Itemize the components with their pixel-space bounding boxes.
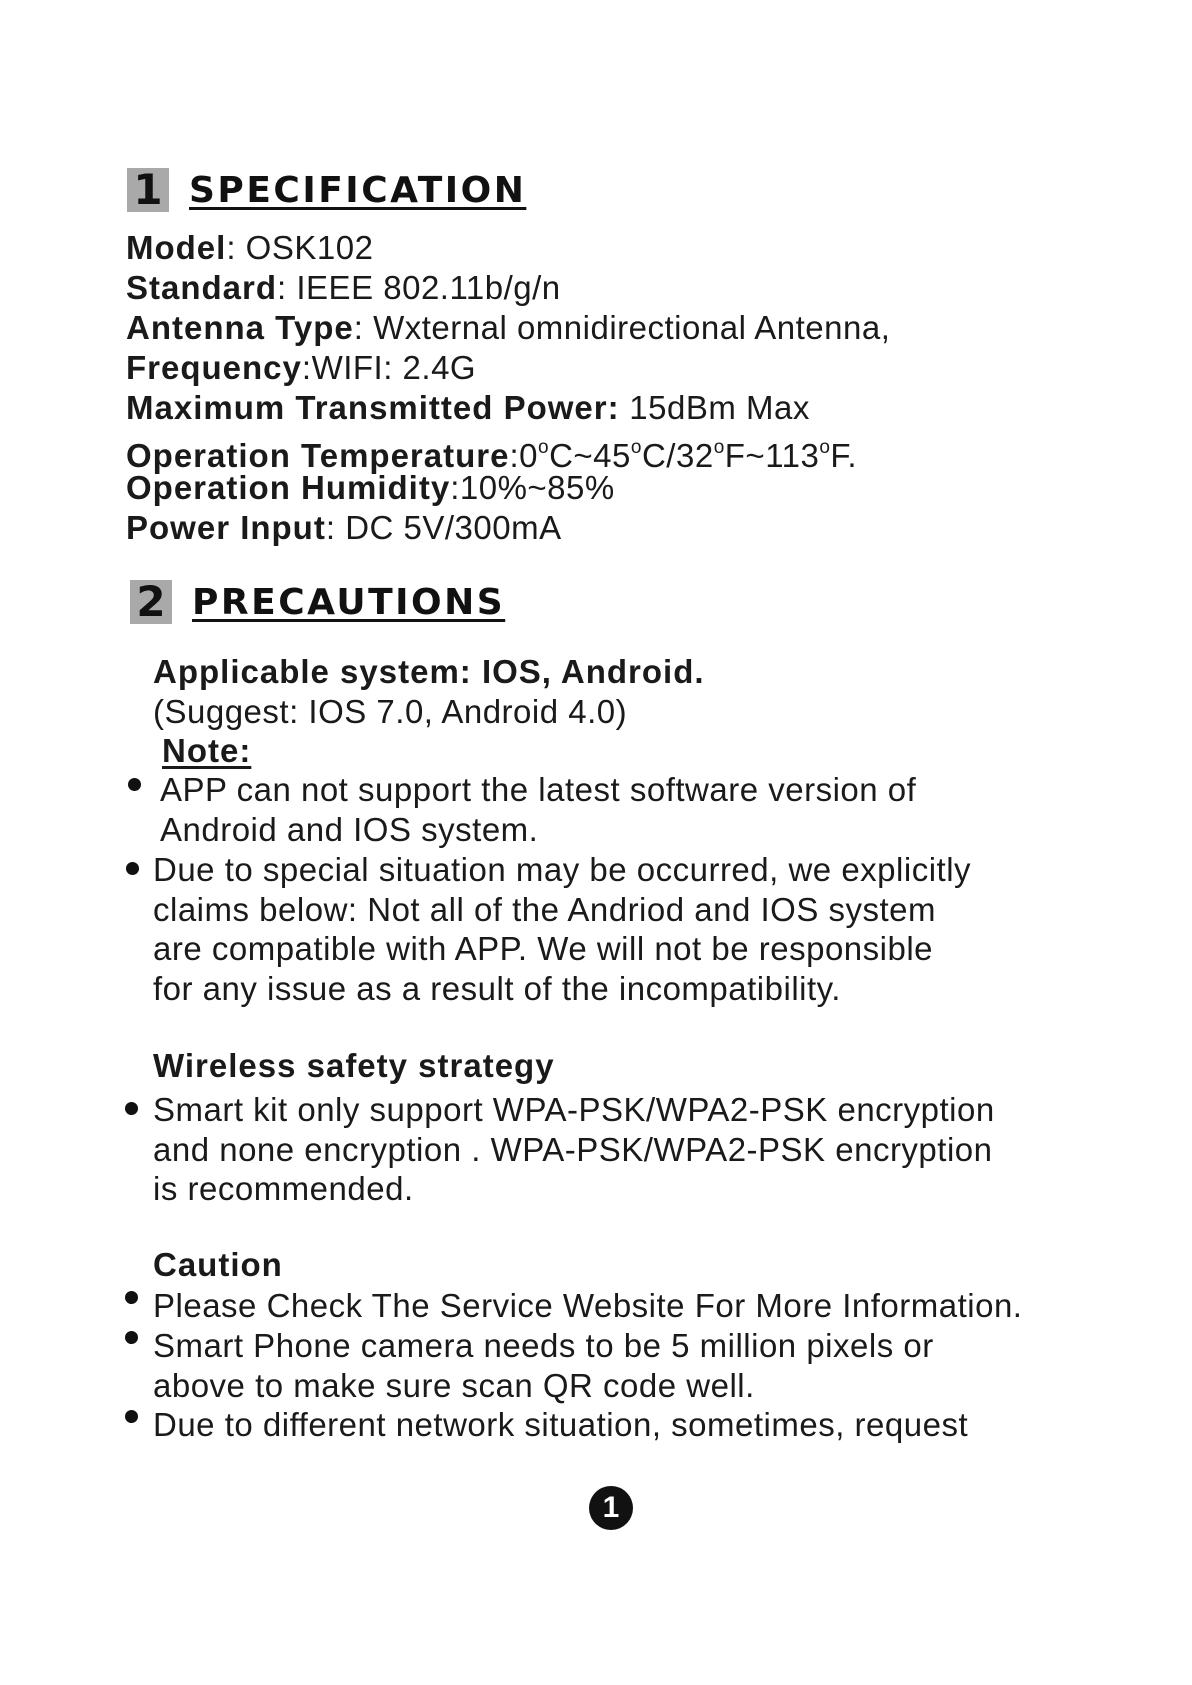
degree-mark: o — [713, 437, 725, 458]
page-number-badge: 1 — [589, 1486, 633, 1530]
spec-value: OSK102 — [245, 229, 374, 266]
spec-label: Power Input — [126, 509, 326, 546]
note-bullet-2-line-4: for any issue as a result of the incompatibility. — [153, 970, 841, 1007]
degree-mark: o — [630, 437, 642, 458]
caution-bullet-1-line-1: Please Check The Service Website For More Information. — [153, 1287, 1023, 1324]
spec-label: Operation Humidity — [126, 469, 451, 506]
spec-value: IEEE 802.11b/g/n — [296, 269, 561, 306]
section-header-specification — [127, 165, 527, 214]
degree-mark: o — [538, 437, 550, 458]
spec-value: 15dBm Max — [629, 389, 810, 426]
spec-value: DC 5V/300mA — [345, 509, 562, 546]
degree-mark: o — [819, 437, 831, 458]
bullet-dot — [125, 1102, 138, 1115]
spec-label: Model — [126, 229, 227, 266]
spec-power-input: Power Input: DC 5V/300mA — [126, 509, 562, 546]
spec-label: Operation Temperature — [126, 437, 510, 474]
wireless-bullet-line-3: is recommended. — [153, 1170, 414, 1207]
wireless-bullet-line-1: Smart kit only support WPA-PSK/WPA2-PSK encryption — [153, 1091, 995, 1128]
bullet-dot — [128, 778, 141, 791]
bullet-dot — [125, 1291, 138, 1304]
note-bullet-2-line-3: are compatible with APP. We will not be responsible — [153, 930, 934, 967]
spec-frequency: Frequency:WIFI: 2.4G — [126, 349, 477, 386]
bullet-dot — [126, 862, 139, 875]
spec-antenna-type: Antenna Type: Wxternal omnidirectional Antenna, — [126, 309, 891, 346]
caution-bullet-3-line-1: Due to different network situation, sometimes, request — [153, 1406, 969, 1443]
section-number-badge: 1 — [127, 168, 169, 212]
spec-label: Maximum Transmitted Power: — [126, 389, 620, 426]
spec-standard: Standard: IEEE 802.11b/g/n — [126, 269, 561, 306]
note-label: Note: — [162, 732, 252, 769]
spec-label: Antenna Type — [126, 309, 354, 346]
spec-max-power — [126, 388, 810, 428]
spec-model: Model: OSK102 — [126, 229, 374, 266]
caution-heading: Caution — [153, 1246, 283, 1283]
note-bullet-1-line-1: APP can not support the latest software version of — [160, 771, 917, 808]
bullet-dot — [125, 1331, 138, 1344]
wireless-heading: Wireless safety strategy — [153, 1047, 555, 1084]
wireless-bullet-line-2: and none encryption . WPA-PSK/WPA2-PSK encryption — [153, 1131, 993, 1168]
spec-value: WIFI: 2.4G — [311, 349, 477, 386]
suggest-version: (Suggest: IOS 7.0, Android 4.0) — [153, 693, 628, 730]
note-bullet-2-line-1: Due to special situation may be occurred, we explicitly — [153, 851, 972, 888]
spec-operation-temperature: Operation Temperature:0$^o$C~45$^o$C/32$^o$F~113$^o$F. — [126, 437, 858, 474]
section-header-precautions — [130, 577, 506, 626]
spec-value: Wxternal omnidirectional Antenna, — [373, 309, 891, 346]
section-number-badge: 2 — [130, 580, 172, 624]
caution-bullet-2-line-1: Smart Phone camera needs to be 5 million pixels or — [153, 1327, 934, 1364]
spec-operation-humidity: Operation Humidity:10%~85% — [126, 469, 615, 506]
spec-value: 10%~85% — [459, 469, 615, 506]
spec-label: Frequency — [126, 349, 302, 386]
section-title: PRECAUTIONS — [192, 581, 506, 623]
bullet-dot — [125, 1410, 138, 1423]
section-title: SPECIFICATION — [189, 169, 527, 211]
applicable-system: Applicable system: IOS, Android. — [153, 653, 705, 690]
spec-label: Standard — [126, 269, 278, 306]
note-bullet-2-line-2: claims below: Not all of the Andriod and IOS system — [153, 891, 937, 928]
note-bullet-1-line-2: Android and IOS system. — [160, 811, 539, 848]
caution-bullet-2-line-2: above to make sure scan QR code well. — [153, 1367, 755, 1404]
